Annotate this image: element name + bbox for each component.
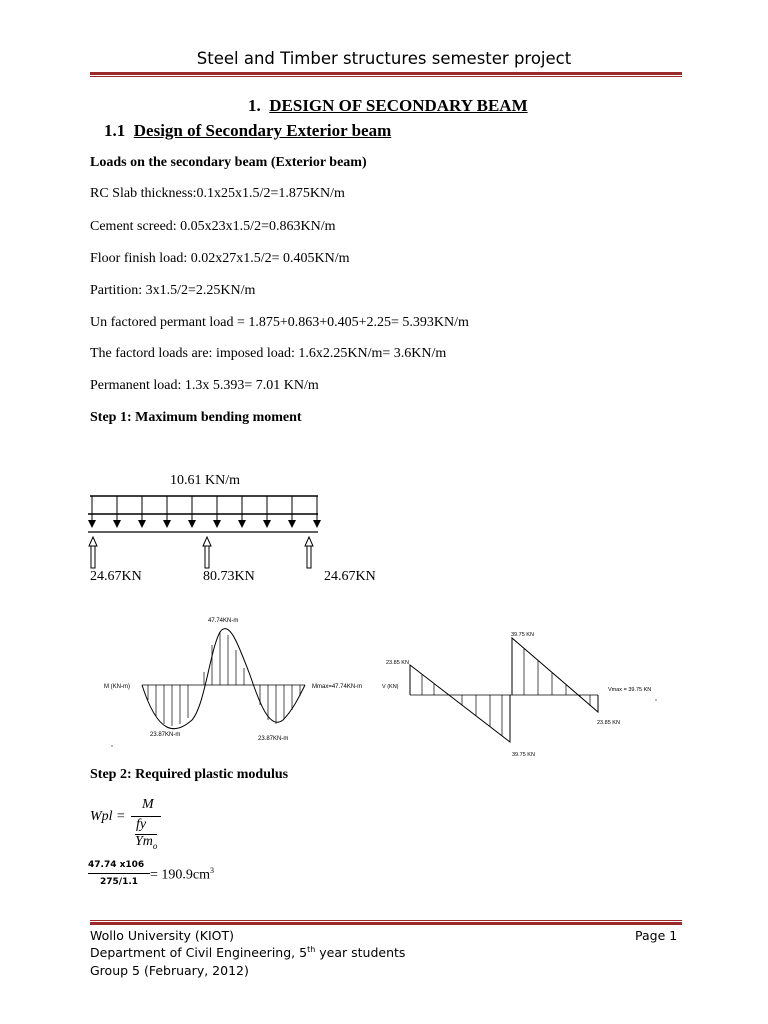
calc-result: = $190.9cm^3$ [150, 866, 214, 883]
loads-title: Loads on the secondary beam (Exterior beam) [90, 155, 367, 170]
step1-title: Step 1: Maximum bending moment [90, 410, 302, 425]
shear-label-peak: 39.75 KN [511, 632, 534, 638]
load-arrows [88, 496, 321, 528]
shear-hatching [422, 648, 590, 736]
footer-department: Department of Civil Engineering, 5th year students [90, 945, 406, 961]
formula-den-den: $Ym_o$ [135, 834, 158, 851]
shear-right-segment [512, 638, 598, 712]
plastic-modulus-formula [90, 796, 250, 852]
shear-max-label: Vmax = 39.75 KN [608, 687, 652, 693]
load-line: Partition: 3x1.5/2=2.25KN/m [90, 283, 256, 298]
step2-title: Step 2: Required plastic modulus [90, 767, 289, 782]
footer-rule [90, 922, 682, 925]
shear-axis-label: V (KN) [382, 684, 399, 690]
load-line: Floor finish load: 0.02x27x1.5/2= 0.405KN/m [90, 251, 350, 266]
calc-numerator: 47.74 x106 [88, 860, 145, 870]
shear-diagram [378, 620, 678, 770]
footer-university: Wollo University (KIOT) [90, 928, 234, 943]
header-rule [90, 72, 682, 75]
shear-label-left-top: 23.85 KN [386, 660, 409, 666]
load-line: Un factored permant load = 1.875+0.863+0.405+2.25= 5.393KN/m [90, 315, 469, 330]
shear-label-right: 23.85 KN [597, 720, 620, 726]
formula-den-num: fy [136, 817, 147, 832]
moment-right-label: 23.87KN-m [258, 736, 289, 742]
moment-left-label: 23.87KN-m [150, 732, 181, 738]
section-number: 1. [248, 96, 261, 115]
shear-left-segment [410, 665, 510, 742]
shear-label-bottom: 39.75 KN [512, 752, 535, 758]
beam-load-diagram [86, 492, 326, 572]
load-line: Cement screed: 0.05x23x1.5/2=0.863KN/m [90, 219, 336, 234]
moment-peak-label: 47.74KN-m [208, 618, 239, 624]
section-title: DESIGN OF SECONDARY BEAM [269, 96, 528, 115]
moment-hatching [148, 632, 300, 726]
load-line: RC Slab thickness:0.1x25x1.5/2=1.875KN/m [90, 186, 345, 201]
subsection-title: Design of Secondary Exterior beam [133, 121, 392, 140]
formula-lhs: Wpl = [90, 809, 126, 824]
section-heading [248, 96, 528, 116]
distributed-load-label: 10.61 KN/m [170, 473, 240, 488]
formula-numerator: M [142, 797, 154, 812]
load-line: Permanent load: 1.3x 5.393= 7.01 KN/m [90, 378, 319, 393]
footer-group: Group 5 (February, 2012) [90, 963, 249, 978]
calc-denominator: 275/1.1 [100, 877, 139, 887]
footer-rule-thin [90, 920, 682, 921]
header-rule-thin [90, 76, 682, 77]
page-number: Page 1 [635, 928, 678, 943]
reaction-right: 24.67KN [324, 569, 376, 584]
reaction-middle: 80.73KN [203, 569, 255, 584]
stray-dot [655, 699, 656, 700]
load-line: The factord loads are: imposed load: 1.6x2.25KN/m= 3.6KN/m [90, 346, 447, 361]
moment-axis-label: M (KN-m) [104, 684, 130, 690]
reaction-left: 24.67KN [90, 569, 142, 584]
moment-diagram [100, 610, 390, 760]
subsection-heading [104, 121, 391, 141]
moment-curve [142, 629, 305, 729]
subsection-number: 1.1 [104, 121, 126, 140]
support-arrows [89, 537, 313, 568]
page-header-title: Steel and Timber structures semester project [196, 49, 572, 68]
calc-fraction-bar [88, 873, 150, 874]
stray-dot [111, 745, 112, 746]
moment-max-label: Mmax=47.74KN-m [312, 684, 363, 690]
